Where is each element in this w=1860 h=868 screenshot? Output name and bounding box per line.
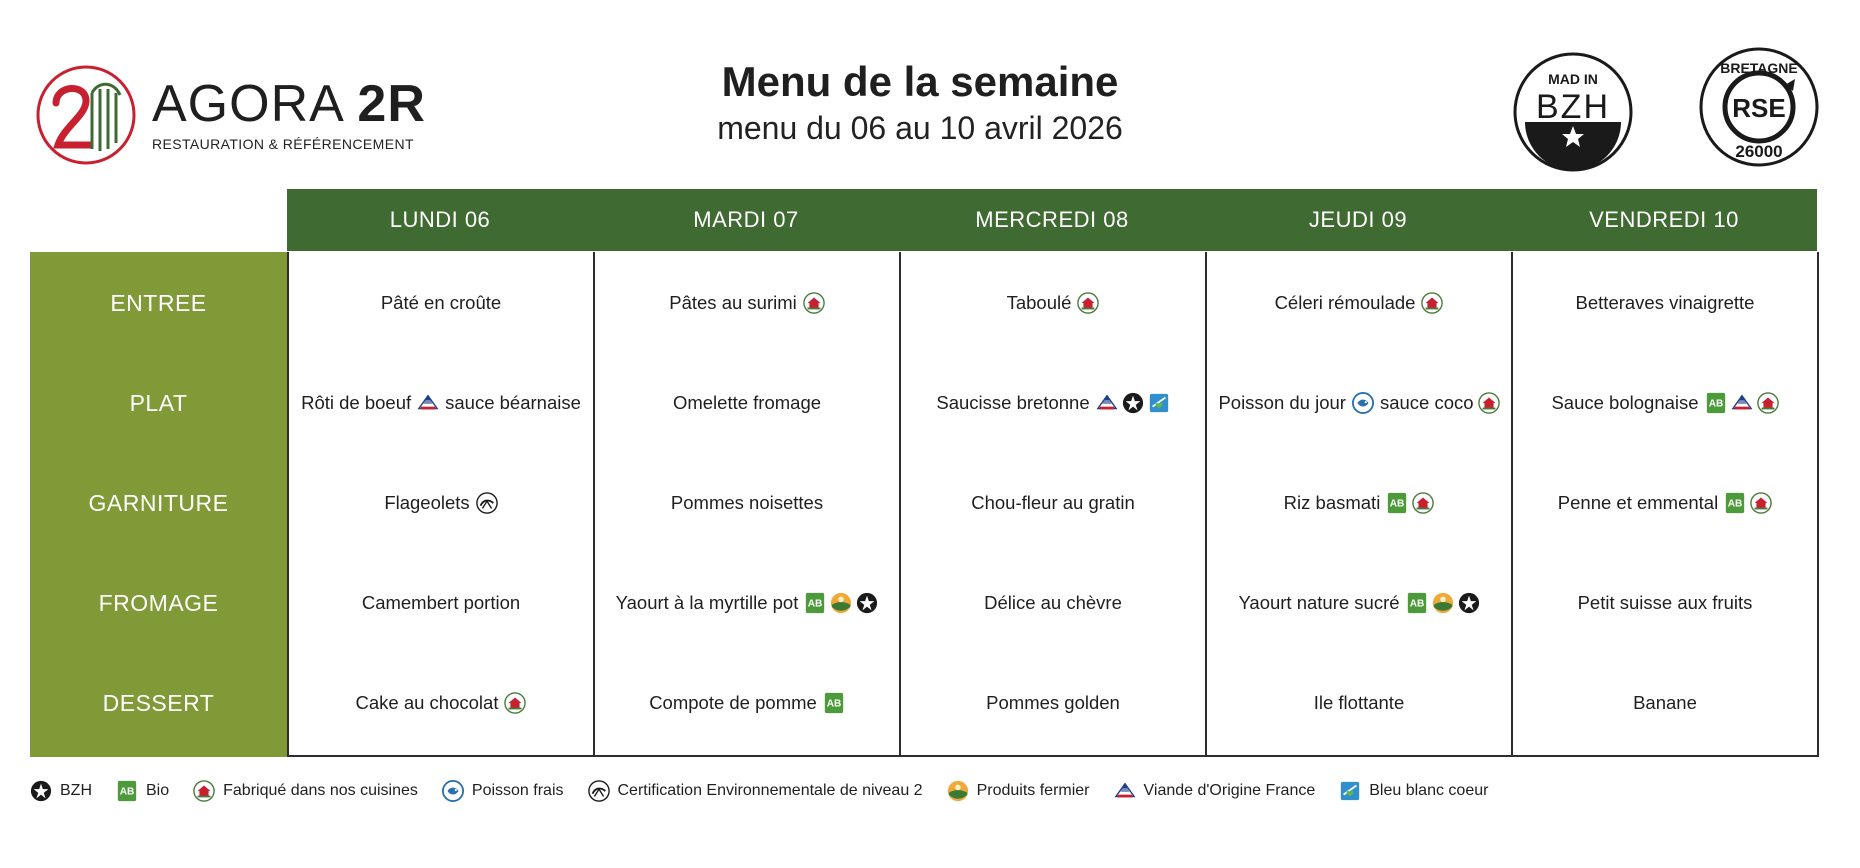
day-column-friday [1511, 252, 1817, 755]
fermier-icon [1432, 592, 1454, 614]
dish-name: Omelette fromage [672, 392, 822, 413]
legend-label: Fabriqué dans nos cuisines [223, 782, 418, 799]
dish-name: Cake au chocolat [355, 692, 499, 713]
dish-name: Pommes noisettes [670, 492, 824, 513]
menu-cell-garniture [901, 453, 1205, 553]
legend-label: Bio [146, 782, 170, 799]
dish-name: Betteraves vinaigrette [1575, 292, 1755, 313]
dish-name: Pâté en croûte [380, 292, 502, 313]
menu-cell-garniture [595, 453, 899, 553]
menu-cell-entree [1513, 253, 1817, 353]
course-label-entree: ENTREE [110, 290, 207, 316]
legend-item [588, 780, 923, 802]
viande-france-icon [1731, 392, 1753, 414]
legend-item [1339, 780, 1488, 802]
bio-icon [1724, 492, 1746, 514]
brand-name: AGORA 2R [152, 75, 426, 133]
dish-name: Rôti de boeuf [301, 392, 412, 413]
legend-item [116, 780, 169, 802]
menu-cell-plat [1207, 353, 1511, 453]
rse-badge-top: BRETAGNE [1720, 60, 1798, 76]
dish-sauce: sauce coco [1379, 392, 1474, 413]
menu-cell-plat [289, 353, 593, 453]
bzh-icon [1122, 392, 1144, 414]
agora-logo [34, 60, 426, 170]
day-header-row [287, 189, 1817, 251]
menu-cell-dessert [901, 653, 1205, 753]
course-label-plat: PLAT [129, 390, 188, 416]
legend-item [1114, 780, 1316, 802]
bzh-badge-top: MAD IN [1548, 71, 1598, 87]
day-header-thursday: JEUDI 09 [1308, 207, 1408, 232]
dish-name: Petit suisse aux fruits [1577, 592, 1753, 613]
day-header-friday: VENDREDI 10 [1589, 207, 1739, 232]
svg-text:AB: AB [119, 786, 135, 798]
menu-cell-fromage [1207, 553, 1511, 653]
menu-cell-dessert [1207, 653, 1511, 753]
day-column-monday [289, 252, 593, 755]
bio-icon [1386, 492, 1408, 514]
legend-label: BZH [60, 782, 92, 799]
menu-cell-garniture [1513, 453, 1817, 553]
title-block [620, 58, 1220, 147]
menu-cell-plat [901, 353, 1205, 453]
day-header-wednesday: MERCREDI 08 [975, 207, 1129, 232]
menu-cell-entree [595, 253, 899, 353]
agora-2r-logo-icon [34, 63, 138, 167]
legend [30, 780, 1512, 802]
course-label-fromage: FROMAGE [98, 590, 219, 616]
viande-france-icon [1114, 780, 1136, 802]
menu-cell-dessert [289, 653, 593, 753]
menu-cell-fromage [289, 553, 593, 653]
poisson-frais-icon [442, 780, 464, 802]
mad-in-bzh-badge [1511, 50, 1635, 174]
poisson-frais-icon [1352, 392, 1374, 414]
menu-cell-fromage [901, 553, 1205, 653]
viande-france-icon [1096, 392, 1118, 414]
dish-name: Poisson du jour [1218, 392, 1346, 413]
menu-cell-plat [1513, 353, 1817, 453]
rse-badge-main: RSE [1732, 93, 1786, 123]
dish-name: Chou-fleur au gratin [971, 492, 1135, 513]
legend-label: Certification Environnementale de niveau 2 [617, 782, 923, 799]
page-title: Menu de la semaine [721, 58, 1119, 105]
day-column-tuesday [593, 252, 899, 755]
bio-icon [804, 592, 826, 614]
dish-name: Camembert portion [361, 592, 521, 613]
svg-text:AB: AB [1409, 598, 1424, 610]
menu-grid [287, 252, 1819, 757]
viande-france-icon [417, 392, 439, 414]
bzh-icon [856, 592, 878, 614]
svg-text:AB: AB [1708, 398, 1723, 410]
legend-label: Produits fermier [976, 782, 1090, 799]
legend-label: Viande d'Origine France [1143, 782, 1316, 799]
page-subtitle: menu du 06 au 10 avril 2026 [717, 110, 1123, 146]
menu-cell-entree [901, 253, 1205, 353]
fermier-icon [830, 592, 852, 614]
menu-cell-garniture [289, 453, 593, 553]
svg-text:AB: AB [1390, 498, 1405, 510]
fait-maison-icon [1412, 492, 1434, 514]
dish-name: Flageolets [384, 492, 470, 513]
course-label-column [30, 252, 287, 757]
fait-maison-icon [1750, 492, 1772, 514]
dish-name: Penne et emmental [1557, 492, 1719, 513]
bio-icon [823, 692, 845, 714]
dish-name: Ile flottante [1313, 692, 1405, 713]
dish-name: Délice au chèvre [984, 592, 1122, 613]
menu-cell-dessert [595, 653, 899, 753]
day-column-wednesday [899, 252, 1205, 755]
dish-name: Compote de pomme [649, 692, 817, 713]
fait-maison-icon [504, 692, 526, 714]
brand-tagline: RESTAURATION & RÉFÉRENCEMENT [152, 136, 414, 152]
fait-maison-icon [193, 780, 215, 802]
day-column-thursday [1205, 252, 1511, 755]
svg-text:AB: AB [808, 598, 823, 610]
dish-name: Sauce bolognaise [1551, 392, 1699, 413]
fermier-icon [947, 780, 969, 802]
fait-maison-icon [1478, 392, 1500, 414]
day-header-monday: LUNDI 06 [389, 207, 491, 232]
legend-item [947, 780, 1090, 802]
fait-maison-icon [1421, 292, 1443, 314]
day-header-tuesday: MARDI 07 [693, 207, 799, 232]
rse-badge-bottom: 26000 [1735, 142, 1783, 161]
hve-icon [588, 780, 610, 802]
bleu-blanc-coeur-icon [1148, 392, 1170, 414]
bleu-blanc-coeur-icon [1339, 780, 1361, 802]
legend-item [193, 780, 418, 802]
dish-name: Taboulé [1006, 292, 1072, 313]
fait-maison-icon [1077, 292, 1099, 314]
fait-maison-icon [1757, 392, 1779, 414]
bzh-icon [30, 780, 52, 802]
bzh-badge-main: BZH [1536, 88, 1610, 126]
dish-name: Banane [1633, 692, 1697, 713]
bio-icon [116, 780, 138, 802]
bzh-icon [1458, 592, 1480, 614]
bio-icon [1406, 592, 1428, 614]
dish-name: Yaourt à la myrtille pot [615, 592, 799, 613]
dish-name: Riz basmati [1283, 492, 1381, 513]
menu-cell-fromage [1513, 553, 1817, 653]
legend-label: Poisson frais [471, 782, 564, 799]
legend-item [30, 780, 92, 802]
svg-text:AB: AB [1727, 498, 1743, 510]
legend-item [442, 780, 564, 802]
dish-name: Pâtes au surimi [669, 292, 797, 313]
menu-cell-entree [1207, 253, 1511, 353]
fait-maison-icon [803, 292, 825, 314]
legend-label: Bleu blanc coeur [1369, 782, 1489, 799]
menu-cell-plat [595, 353, 899, 453]
menu-cell-dessert [1513, 653, 1817, 753]
menu-cell-entree [289, 253, 593, 353]
dish-sauce: sauce béarnaise [445, 392, 581, 413]
svg-text:AB: AB [826, 698, 842, 710]
course-label-garniture: GARNITURE [88, 490, 229, 516]
bio-icon [1705, 392, 1727, 414]
dish-name: Pommes golden [986, 692, 1120, 713]
dish-name: Saucisse bretonne [936, 392, 1090, 413]
menu-cell-fromage [595, 553, 899, 653]
course-label-dessert: DESSERT [102, 690, 215, 716]
bretagne-rse-badge [1697, 45, 1821, 169]
hve-icon [476, 492, 498, 514]
menu-cell-garniture [1207, 453, 1511, 553]
dish-name: Yaourt nature sucré [1238, 592, 1400, 613]
dish-name: Céleri rémoulade [1274, 292, 1416, 313]
